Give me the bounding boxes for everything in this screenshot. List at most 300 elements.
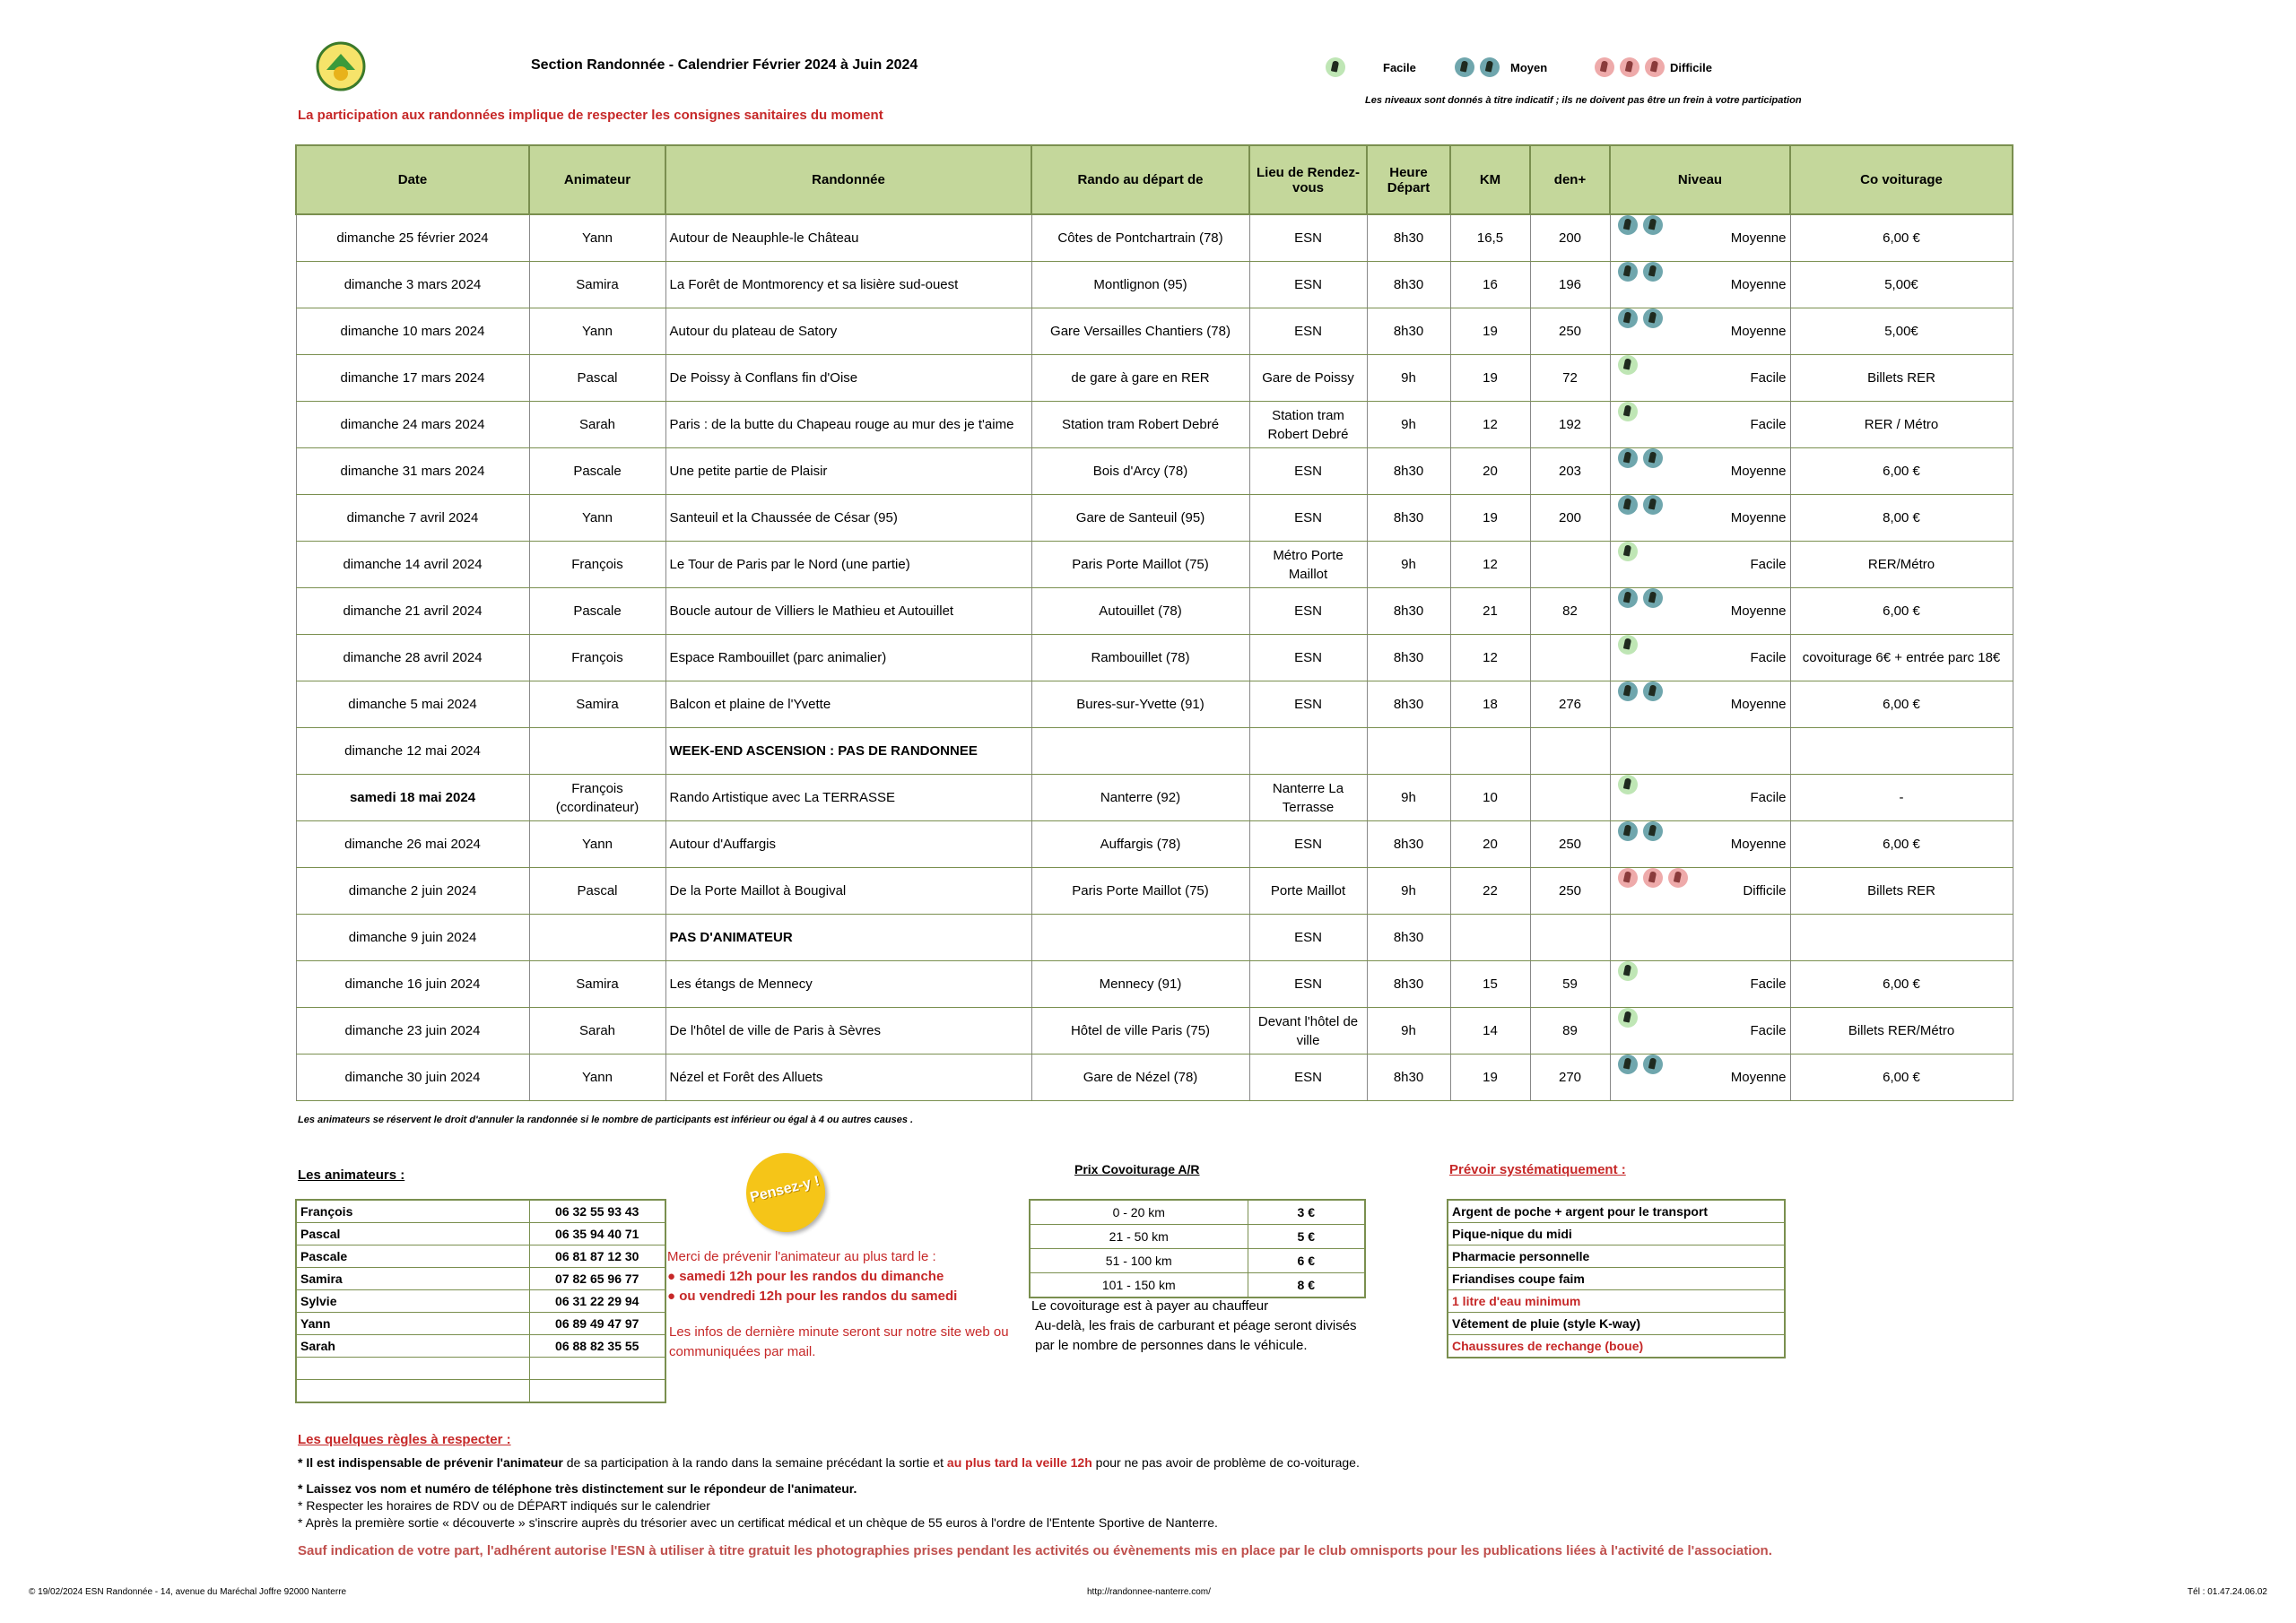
cell-depart: de gare à gare en RER [1031, 355, 1249, 402]
hiker-icon [1618, 355, 1638, 375]
cell-heure: 8h30 [1367, 214, 1450, 262]
cell-depart: Montlignon (95) [1031, 262, 1249, 308]
cell-lieu: ESN [1249, 588, 1367, 635]
cell-depart: Auffargis (78) [1031, 821, 1249, 868]
cell-km: 19 [1450, 355, 1530, 402]
cell-covoiturage: 6,00 € [1790, 961, 2013, 1008]
animateur-name: Pascal [296, 1223, 529, 1245]
table-row [296, 588, 2013, 635]
cell-niveau: Moyenne [1610, 448, 1790, 495]
prevoir-item: Argent de poche + argent pour le transport [1448, 1200, 1785, 1223]
cell-lieu: ESN [1249, 214, 1367, 262]
animateur-phone: 06 31 22 29 94 [529, 1290, 665, 1313]
col-header: Animateur [529, 145, 665, 214]
table-row [296, 1008, 2013, 1055]
hiker-icon [1618, 681, 1638, 701]
prix-value: 8 € [1248, 1273, 1365, 1298]
cell-date: dimanche 16 juin 2024 [296, 961, 529, 1008]
cell-den [1530, 775, 1610, 821]
cell-den: 200 [1530, 495, 1610, 542]
cell-randonnee: Autour du plateau de Satory [665, 308, 1031, 355]
cell-date: dimanche 9 juin 2024 [296, 915, 529, 961]
prix-row [1030, 1200, 1365, 1225]
cell-covoiturage: 6,00 € [1790, 821, 2013, 868]
prix-range: 51 - 100 km [1030, 1249, 1248, 1273]
cell-randonnee: La Forêt de Montmorency et sa lisière sud-ouest [665, 262, 1031, 308]
cell-randonnee: Autour de Neauphle-le Château [665, 214, 1031, 262]
cell-covoiturage: 6,00 € [1790, 588, 2013, 635]
cell-niveau: Moyenne [1610, 681, 1790, 728]
cell-depart: Autouillet (78) [1031, 588, 1249, 635]
legend-facile: Facile [1326, 57, 1416, 77]
cell-lieu: Gare de Poissy [1249, 355, 1367, 402]
calendar-body [296, 214, 2013, 1101]
prix-row [1030, 1225, 1365, 1249]
cell-lieu: ESN [1249, 915, 1367, 961]
cell-animateur [529, 915, 665, 961]
info-text: Les infos de dernière minute seront sur notre site web ou communiquées par mail. [669, 1324, 1009, 1359]
cell-randonnee: Le Tour de Paris par le Nord (une partie) [665, 542, 1031, 588]
cell-covoiturage: Billets RER/Métro [1790, 1008, 2013, 1055]
cell-heure: 9h [1367, 1008, 1450, 1055]
cell-covoiturage: 6,00 € [1790, 214, 2013, 262]
hiker-icon [1668, 868, 1688, 888]
hiker-icon [1618, 308, 1638, 328]
animateur-row [296, 1358, 665, 1380]
animateur-phone: 06 89 49 47 97 [529, 1313, 665, 1335]
cell-km: 10 [1450, 775, 1530, 821]
cell-date: dimanche 10 mars 2024 [296, 308, 529, 355]
table-row [296, 868, 2013, 915]
cell-randonnee: Une petite partie de Plaisir [665, 448, 1031, 495]
table-row [296, 1055, 2013, 1101]
cell-niveau: Moyenne [1610, 214, 1790, 262]
cell-den: 250 [1530, 308, 1610, 355]
cell-heure: 8h30 [1367, 961, 1450, 1008]
col-header: Co voiturage [1790, 145, 2013, 214]
cell-heure [1367, 728, 1450, 775]
cell-niveau: Facile [1610, 775, 1790, 821]
cell-km: 14 [1450, 1008, 1530, 1055]
cell-animateur: Pascal [529, 355, 665, 402]
rules-title: Les quelques règles à respecter : [298, 1432, 511, 1447]
animateur-name: Sylvie [296, 1290, 529, 1313]
cell-den: 89 [1530, 1008, 1610, 1055]
table-row [296, 635, 2013, 681]
col-header: Niveau [1610, 145, 1790, 214]
cell-depart: Gare Versailles Chantiers (78) [1031, 308, 1249, 355]
cell-depart: Nanterre (92) [1031, 775, 1249, 821]
prevoir-item: Friandises coupe faim [1448, 1268, 1785, 1290]
animateur-row [296, 1313, 665, 1335]
table-row [296, 961, 2013, 1008]
cell-depart: Côtes de Pontchartrain (78) [1031, 214, 1249, 262]
cancel-note: Les animateurs se réservent le droit d'annuler la randonnée si le nombre de participants est inférieur ou égal à 4 ou autres causes . [298, 1115, 914, 1125]
cell-covoiturage: RER/Métro [1790, 542, 2013, 588]
cell-randonnee: Balcon et plaine de l'Yvette [665, 681, 1031, 728]
cell-date: dimanche 23 juin 2024 [296, 1008, 529, 1055]
cell-covoiturage: 5,00€ [1790, 308, 2013, 355]
cell-km: 19 [1450, 495, 1530, 542]
cell-lieu [1249, 728, 1367, 775]
prevoir-item: 1 litre d'eau minimum [1448, 1290, 1785, 1313]
animateur-phone: 06 81 87 12 30 [529, 1245, 665, 1268]
hiker-icon [1618, 402, 1638, 421]
cell-den: 203 [1530, 448, 1610, 495]
cell-den [1530, 542, 1610, 588]
cell-covoiturage: 6,00 € [1790, 1055, 2013, 1101]
cell-depart: Bures-sur-Yvette (91) [1031, 681, 1249, 728]
col-header: den+ [1530, 145, 1610, 214]
cell-km: 20 [1450, 821, 1530, 868]
legend-difficile: Difficile [1595, 57, 1712, 77]
hiker-icon [1618, 448, 1638, 468]
table-row [296, 542, 2013, 588]
hiker-icon [1643, 1055, 1663, 1074]
cell-date: dimanche 24 mars 2024 [296, 402, 529, 448]
prix-value: 6 € [1248, 1249, 1365, 1273]
cell-lieu: ESN [1249, 961, 1367, 1008]
prix-row [1030, 1249, 1365, 1273]
cell-date: dimanche 28 avril 2024 [296, 635, 529, 681]
cell-heure: 8h30 [1367, 495, 1450, 542]
cell-covoiturage: 5,00€ [1790, 262, 2013, 308]
cell-km: 16,5 [1450, 214, 1530, 262]
cell-heure: 8h30 [1367, 1055, 1450, 1101]
cell-niveau: Facile [1610, 542, 1790, 588]
animateur-row [296, 1380, 665, 1403]
cell-den: 72 [1530, 355, 1610, 402]
cell-niveau: Moyenne [1610, 1055, 1790, 1101]
calendar-table [295, 144, 2013, 1101]
cell-den [1530, 915, 1610, 961]
pensez-y-badge: Pensez-y ! [738, 1145, 834, 1241]
cell-randonnee: De l'hôtel de ville de Paris à Sèvres [665, 1008, 1031, 1055]
cell-randonnee: Santeuil et la Chaussée de César (95) [665, 495, 1031, 542]
hiker-icon [1618, 1008, 1638, 1028]
hiker-icon [1455, 57, 1474, 77]
cell-randonnee: Les étangs de Mennecy [665, 961, 1031, 1008]
cell-randonnee: Nézel et Forêt des Alluets [665, 1055, 1031, 1101]
cell-lieu: ESN [1249, 308, 1367, 355]
col-header: Randonnée [665, 145, 1031, 214]
cell-depart: Bois d'Arcy (78) [1031, 448, 1249, 495]
cell-km: 12 [1450, 635, 1530, 681]
hiker-icon [1618, 215, 1638, 235]
cell-den: 82 [1530, 588, 1610, 635]
hiker-icon [1618, 1055, 1638, 1074]
prix-table [1029, 1199, 1366, 1298]
esn-logo [314, 39, 368, 93]
animateur-row [296, 1290, 665, 1313]
cell-depart: Paris Porte Maillot (75) [1031, 542, 1249, 588]
calendar-header-row [296, 145, 2013, 214]
cell-date: dimanche 14 avril 2024 [296, 542, 529, 588]
prix-range: 21 - 50 km [1030, 1225, 1248, 1249]
cell-animateur: Yann [529, 214, 665, 262]
cell-covoiturage [1790, 728, 2013, 775]
animateur-phone: 07 82 65 96 77 [529, 1268, 665, 1290]
cell-date: dimanche 25 février 2024 [296, 214, 529, 262]
table-row [296, 915, 2013, 961]
cell-animateur: Pascale [529, 448, 665, 495]
animateur-name: Yann [296, 1313, 529, 1335]
cell-animateur: Yann [529, 308, 665, 355]
animateurs-table [295, 1199, 666, 1403]
hiker-icon [1618, 495, 1638, 515]
animateur-name: Sarah [296, 1335, 529, 1358]
cell-niveau: Moyenne [1610, 308, 1790, 355]
cell-animateur: Yann [529, 821, 665, 868]
hiker-icon [1618, 635, 1638, 655]
table-row [296, 448, 2013, 495]
hiker-icon [1645, 57, 1665, 77]
reminder-text: Merci de prévenir l'animateur au plus tard le : ● samedi 12h pour les randos du dimanche ● ou vendredi 12h pour les randos du samedi [667, 1249, 958, 1304]
hiker-icon [1643, 262, 1663, 282]
cell-niveau: Moyenne [1610, 495, 1790, 542]
animateur-phone: 06 35 94 40 71 [529, 1223, 665, 1245]
cell-niveau: Facile [1610, 355, 1790, 402]
cell-km: 19 [1450, 308, 1530, 355]
hiker-icon [1643, 868, 1663, 888]
cell-niveau: Facile [1610, 635, 1790, 681]
hiker-icon [1618, 588, 1638, 608]
table-row [296, 728, 2013, 775]
cell-niveau [1610, 915, 1790, 961]
cell-lieu: Station tram Robert Debré [1249, 402, 1367, 448]
animateur-row [296, 1268, 665, 1290]
hiker-icon [1618, 868, 1638, 888]
cell-lieu: ESN [1249, 495, 1367, 542]
animateur-name [296, 1358, 529, 1380]
footer-left: © 19/02/2024 ESN Randonnée - 14, avenue du Maréchal Joffre 92000 Nanterre [29, 1587, 347, 1597]
cell-animateur [529, 728, 665, 775]
cell-den [1530, 728, 1610, 775]
prevoir-item: Vêtement de pluie (style K-way) [1448, 1313, 1785, 1335]
cell-den: 270 [1530, 1055, 1610, 1101]
cell-covoiturage: 6,00 € [1790, 681, 2013, 728]
cell-animateur: François [529, 635, 665, 681]
prevoir-item: Pharmacie personnelle [1448, 1245, 1785, 1268]
covoiturage-note: Le covoiturage est à payer au chauffeur Au-delà, les frais de carburant et péage seront divisés par le nombre de personnes dans le véhicule. [1031, 1298, 1357, 1353]
cell-heure: 8h30 [1367, 635, 1450, 681]
hiker-icon [1643, 821, 1663, 841]
cell-lieu: ESN [1249, 262, 1367, 308]
cell-depart: Hôtel de ville Paris (75) [1031, 1008, 1249, 1055]
col-header: Heure Départ [1367, 145, 1450, 214]
cell-randonnee: Rando Artistique avec La TERRASSE [665, 775, 1031, 821]
animateur-phone [529, 1380, 665, 1403]
cell-depart: Paris Porte Maillot (75) [1031, 868, 1249, 915]
cell-covoiturage: 8,00 € [1790, 495, 2013, 542]
footer-phone: Tél : 01.47.24.06.02 [2187, 1587, 2267, 1597]
animateur-row [296, 1245, 665, 1268]
table-row [296, 262, 2013, 308]
cell-niveau: Difficile [1610, 868, 1790, 915]
cell-heure: 9h [1367, 775, 1450, 821]
animateur-name [296, 1380, 529, 1403]
table-row [296, 308, 2013, 355]
hiker-icon [1618, 262, 1638, 282]
cell-randonnee: PAS D'ANIMATEUR [665, 915, 1031, 961]
cell-niveau: Facile [1610, 961, 1790, 1008]
prevoir-row [1448, 1290, 1785, 1313]
cell-km: 16 [1450, 262, 1530, 308]
cell-lieu: ESN [1249, 821, 1367, 868]
hiker-icon [1643, 215, 1663, 235]
animateur-row [296, 1200, 665, 1223]
cell-den: 250 [1530, 821, 1610, 868]
table-row [296, 214, 2013, 262]
cell-heure: 8h30 [1367, 681, 1450, 728]
cell-date: dimanche 5 mai 2024 [296, 681, 529, 728]
cell-depart: Mennecy (91) [1031, 961, 1249, 1008]
animateurs-title: Les animateurs : [298, 1167, 405, 1183]
animateur-phone: 06 88 82 35 55 [529, 1335, 665, 1358]
cell-animateur: Samira [529, 961, 665, 1008]
prevoir-row [1448, 1223, 1785, 1245]
cell-depart: Gare de Santeuil (95) [1031, 495, 1249, 542]
hiker-icon [1643, 308, 1663, 328]
table-row [296, 355, 2013, 402]
cell-date: dimanche 17 mars 2024 [296, 355, 529, 402]
cell-km: 18 [1450, 681, 1530, 728]
prevoir-row [1448, 1200, 1785, 1223]
cell-lieu: ESN [1249, 635, 1367, 681]
cell-niveau: Moyenne [1610, 588, 1790, 635]
cell-heure: 9h [1367, 355, 1450, 402]
cell-depart [1031, 728, 1249, 775]
cell-covoiturage: RER / Métro [1790, 402, 2013, 448]
cell-date: dimanche 2 juin 2024 [296, 868, 529, 915]
cell-km: 20 [1450, 448, 1530, 495]
cell-km [1450, 915, 1530, 961]
cell-covoiturage: - [1790, 775, 2013, 821]
prix-value: 3 € [1248, 1200, 1365, 1225]
cell-km: 19 [1450, 1055, 1530, 1101]
cell-heure: 8h30 [1367, 308, 1450, 355]
cell-heure: 8h30 [1367, 821, 1450, 868]
cell-den: 192 [1530, 402, 1610, 448]
cell-animateur: Sarah [529, 402, 665, 448]
cell-heure: 8h30 [1367, 588, 1450, 635]
cell-lieu: Porte Maillot [1249, 868, 1367, 915]
legend-note: Les niveaux sont donnés à titre indicatif ; ils ne doivent pas être un frein à votre participation [1365, 95, 1802, 106]
cell-heure: 9h [1367, 402, 1450, 448]
cell-niveau: Facile [1610, 402, 1790, 448]
rule-item: * Il est indispensable de prévenir l'animateur de sa participation à la rando dans la semaine précédant la sortie et au plus tard la veille 12h pour ne pas avoir de problème de co-voiturage. [298, 1455, 1360, 1470]
cell-km: 12 [1450, 542, 1530, 588]
cell-km: 22 [1450, 868, 1530, 915]
cell-date: dimanche 21 avril 2024 [296, 588, 529, 635]
rule-item: * Respecter les horaires de RDV ou de DÉPART indiqués sur le calendrier [298, 1498, 710, 1513]
col-header: Lieu de Rendez-vous [1249, 145, 1367, 214]
cell-covoiturage [1790, 915, 2013, 961]
cell-niveau: Facile [1610, 1008, 1790, 1055]
cell-randonnee: WEEK-END ASCENSION : PAS DE RANDONNEE [665, 728, 1031, 775]
hiker-icon [1643, 495, 1663, 515]
prevoir-row [1448, 1245, 1785, 1268]
cell-animateur: Yann [529, 495, 665, 542]
cell-lieu: Métro Porte Maillot [1249, 542, 1367, 588]
cell-date: dimanche 12 mai 2024 [296, 728, 529, 775]
page-title: Section Randonnée - Calendrier Février 2024 à Juin 2024 [531, 57, 918, 73]
table-row [296, 681, 2013, 728]
table-row [296, 821, 2013, 868]
cell-lieu: ESN [1249, 448, 1367, 495]
cell-date: samedi 18 mai 2024 [296, 775, 529, 821]
cell-niveau: Moyenne [1610, 821, 1790, 868]
prevoir-table [1447, 1199, 1786, 1358]
table-row [296, 495, 2013, 542]
table-row [296, 402, 2013, 448]
cell-animateur: François [529, 542, 665, 588]
cell-animateur: Pascale [529, 588, 665, 635]
cell-den: 250 [1530, 868, 1610, 915]
prix-row [1030, 1273, 1365, 1298]
cell-depart: Station tram Robert Debré [1031, 402, 1249, 448]
col-header: Date [296, 145, 529, 214]
hiker-icon [1643, 681, 1663, 701]
hiker-icon [1618, 821, 1638, 841]
photo-consent: Sauf indication de votre part, l'adhérent autorise l'ESN à utiliser à titre gratuit les photographies prises pendant les activités ou évènements mis en place par le club omnisports pour les publications liées à l'activité de l'association. [298, 1543, 1772, 1558]
footer-link[interactable]: http://randonnee-nanterre.com/ [1087, 1587, 1211, 1597]
cell-randonnee: Espace Rambouillet (parc animalier) [665, 635, 1031, 681]
prevoir-row [1448, 1313, 1785, 1335]
prevoir-item: Chaussures de rechange (boue) [1448, 1335, 1785, 1358]
cell-km: 15 [1450, 961, 1530, 1008]
cell-covoiturage: Billets RER [1790, 868, 2013, 915]
cell-covoiturage: 6,00 € [1790, 448, 2013, 495]
hiker-icon [1643, 588, 1663, 608]
animateur-name: Samira [296, 1268, 529, 1290]
cell-den: 59 [1530, 961, 1610, 1008]
cell-depart: Rambouillet (78) [1031, 635, 1249, 681]
cell-heure: 8h30 [1367, 448, 1450, 495]
animateur-row [296, 1223, 665, 1245]
hiker-icon [1480, 57, 1500, 77]
cell-animateur: François (ccordinateur) [529, 775, 665, 821]
hiker-icon [1326, 57, 1345, 77]
sanitary-notice: La participation aux randonnées implique de respecter les consignes sanitaires du moment [298, 108, 883, 123]
prix-title: Prix Covoiturage A/R [1074, 1162, 1200, 1176]
cell-depart [1031, 915, 1249, 961]
cell-km [1450, 728, 1530, 775]
rule-item: * Après la première sortie « découverte » s'inscrire auprès du trésorier avec un certificat médical et un chèque de 55 euros à l'ordre de l'Entente Sportive de Nanterre. [298, 1515, 1218, 1530]
animateur-name: Pascale [296, 1245, 529, 1268]
cell-animateur: Samira [529, 262, 665, 308]
table-row [296, 775, 2013, 821]
cell-heure: 9h [1367, 868, 1450, 915]
cell-covoiturage: Billets RER [1790, 355, 2013, 402]
cell-animateur: Samira [529, 681, 665, 728]
rule-item: * Laissez vos nom et numéro de téléphone très distinctement sur le répondeur de l'animateur. [298, 1481, 857, 1496]
hiker-icon [1618, 775, 1638, 794]
cell-randonnee: De Poissy à Conflans fin d'Oise [665, 355, 1031, 402]
cell-niveau: Moyenne [1610, 262, 1790, 308]
col-header: Rando au départ de [1031, 145, 1249, 214]
prevoir-row [1448, 1335, 1785, 1358]
cell-randonnee: De la Porte Maillot à Bougival [665, 868, 1031, 915]
prix-range: 0 - 20 km [1030, 1200, 1248, 1225]
cell-date: dimanche 26 mai 2024 [296, 821, 529, 868]
cell-animateur: Yann [529, 1055, 665, 1101]
cell-heure: 8h30 [1367, 262, 1450, 308]
hiker-icon [1618, 961, 1638, 981]
cell-animateur: Pascal [529, 868, 665, 915]
cell-niveau [1610, 728, 1790, 775]
cell-lieu: ESN [1249, 1055, 1367, 1101]
